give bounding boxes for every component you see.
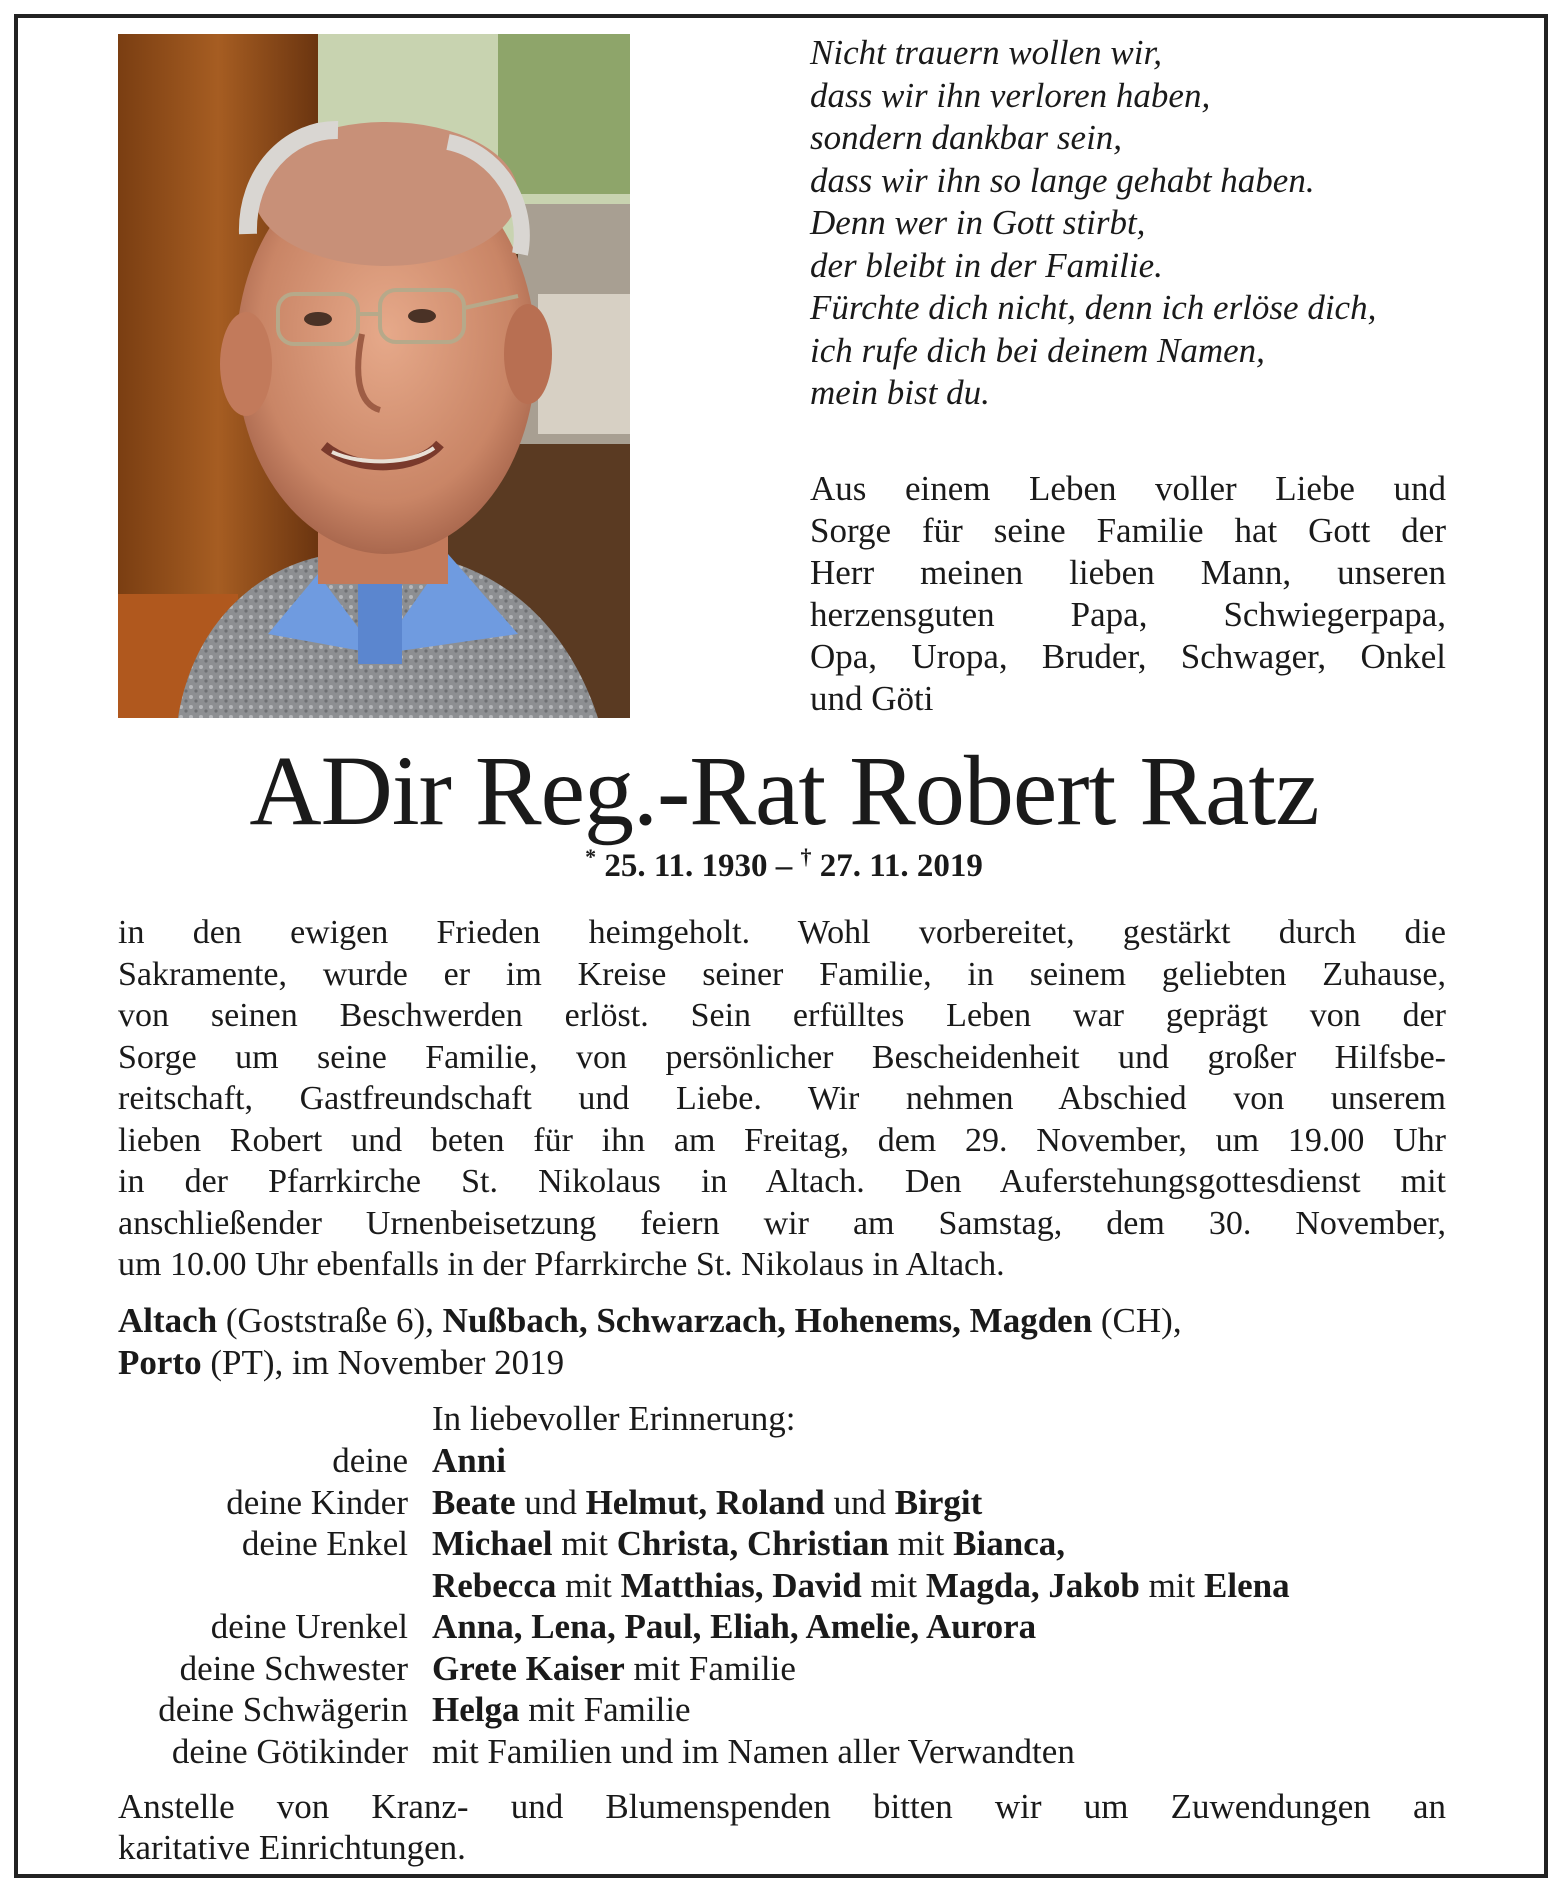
mourner-relation: deine Kinder <box>226 1482 408 1522</box>
mourner-name: Grete Kaiser <box>432 1648 625 1688</box>
body-line: von seinen Beschwerden erlöst. Sein erfülltes Leben war geprägt von der <box>118 997 1446 1034</box>
closing-note <box>118 1786 1446 1868</box>
poem-line: sondern dankbar sein, <box>810 118 1123 157</box>
mourner-row <box>100 1523 1480 1565</box>
intro-paragraph <box>810 468 1446 720</box>
mourner-names <box>432 1440 1480 1482</box>
mourner-relation: deine Urenkel <box>210 1607 408 1646</box>
mourner-connector: mit <box>556 1565 621 1605</box>
poem-line: Nicht trauern wollen wir, <box>810 33 1162 72</box>
mourner-row <box>100 1689 1480 1731</box>
intro-line: und Göti <box>810 679 934 718</box>
poem-line: ich rufe dich bei deinem Namen, <box>810 330 1265 370</box>
intro-line: Opa, Uropa, Bruder, Schwager, Onkel <box>810 637 1446 676</box>
death-symbol: † <box>800 844 812 869</box>
memorial-poem <box>810 32 1460 415</box>
body-line: um 10.00 Uhr ebenfalls in der Pfarrkirche St. Nikolaus in Altach. <box>118 1246 1005 1283</box>
mourner-connector: mit <box>888 1524 954 1563</box>
mourner-row <box>100 1440 1480 1482</box>
mourner-connector: mit Familien und im Namen aller Verwandten <box>432 1731 1075 1771</box>
mourner-names <box>432 1523 1480 1565</box>
mourner-relation: deine Schwägerin <box>158 1690 408 1729</box>
mourner-names <box>432 1606 1480 1648</box>
deceased-name: ADir Reg.-Rat Robert Ratz <box>249 735 1319 846</box>
mourner-names <box>432 1565 1480 1607</box>
mourner-relation: deine Schwester <box>179 1648 408 1688</box>
poem-line: der bleibt in der Familie. <box>810 245 1163 285</box>
mourner-name: Bianca, <box>953 1524 1065 1563</box>
body-line: in den ewigen Frieden heimgeholt. Wohl vorbereitet, gestärkt durch die <box>118 914 1446 951</box>
mourner-row <box>100 1565 1480 1607</box>
mourner-name: Anna, Lena, Paul, Eliah, Amelie, Aurora <box>432 1607 1037 1646</box>
mourner-name: Christa, Christian <box>616 1524 889 1563</box>
life-dates <box>0 846 1568 886</box>
mourner-name: Michael <box>432 1524 553 1563</box>
mourner-row <box>100 1731 1480 1773</box>
birth-symbol: * <box>585 844 597 869</box>
mourner-name: Matthias, David <box>620 1565 862 1605</box>
mourner-names <box>432 1482 1480 1524</box>
closing-line: karitative Einrichtungen. <box>118 1828 466 1867</box>
intro-line: Herr meinen lieben Mann, unseren <box>810 553 1446 592</box>
intro-line: Sorge für seine Familie hat Gott der <box>810 511 1446 550</box>
mourner-name: Anni <box>432 1441 506 1480</box>
places-and-date <box>118 1300 1446 1384</box>
place-porto: Porto <box>118 1343 202 1382</box>
place-altach-detail: (Goststraße 6), <box>217 1301 443 1340</box>
mourner-row <box>100 1606 1480 1648</box>
mourner-name: Birgit <box>894 1482 983 1522</box>
poem-line: Fürchte dich nicht, denn ich erlöse dich, <box>810 288 1377 327</box>
mourner-connector: mit <box>861 1565 926 1605</box>
mourner-name: Helga <box>432 1690 520 1729</box>
portrait-photo <box>118 34 630 718</box>
body-line: Sorge um seine Familie, von persönlicher Bescheidenheit und großer Hilfsbe- <box>118 1038 1446 1076</box>
mourners-list <box>100 1440 1480 1772</box>
place-country-ch: (CH), <box>1092 1301 1182 1340</box>
mourner-names <box>432 1689 1480 1731</box>
mourner-row <box>100 1648 1480 1690</box>
body-line: reitschaft, Gastfreundschaft und Liebe. Wir nehmen Abschied von unserem <box>118 1080 1446 1117</box>
place-altach: Altach <box>118 1301 218 1340</box>
body-line: lieben Robert und beten für ihn am Freitag, dem 29. November, um 19.00 Uhr <box>118 1121 1446 1159</box>
place-list: Nußbach, Schwarzach, Hohenems, Magden <box>442 1301 1093 1340</box>
mourner-relation: deine Götikinder <box>171 1731 408 1771</box>
mourner-connector: mit Familie <box>519 1690 691 1729</box>
mourner-relation: deine <box>332 1441 408 1480</box>
mourner-name: Rebecca <box>432 1565 557 1605</box>
place-porto-detail: (PT), im November 2019 <box>201 1343 565 1382</box>
mourner-connector: mit Familie <box>624 1648 796 1688</box>
mourner-connector: mit <box>552 1524 617 1563</box>
body-line: in der Pfarrkirche St. Nikolaus in Altach. Den Auferstehungsgottesdienst mit <box>118 1163 1446 1200</box>
body-line: Sakramente, wurde er im Kreise seiner Familie, in seinem geliebten Zuhause, <box>118 955 1446 993</box>
death-date: 27. 11. 2019 <box>819 848 983 884</box>
closing-line: Anstelle von Kranz- und Blumenspenden bitten wir um Zuwendungen an <box>118 1787 1446 1826</box>
mourner-connector: und <box>824 1482 895 1522</box>
mourner-connector: und <box>515 1482 586 1522</box>
body-line: anschließender Urnenbeisetzung feiern wir am Samstag, dem 30. November, <box>118 1204 1446 1242</box>
mourner-name: Helmut, Roland <box>585 1482 825 1522</box>
poem-line: dass wir ihn verloren haben, <box>810 75 1211 115</box>
mourner-name: Magda, Jakob <box>925 1565 1140 1605</box>
mourner-connector: mit <box>1139 1565 1205 1605</box>
mourner-name: Beate <box>432 1482 516 1522</box>
mourner-name: Elena <box>1204 1565 1290 1605</box>
mourner-relation: deine Enkel <box>241 1524 408 1563</box>
intro-line: herzensguten Papa, Schwiegerpapa, <box>810 595 1446 634</box>
poem-line: mein bist du. <box>810 373 990 412</box>
mourner-row <box>100 1482 1480 1524</box>
poem-line: Denn wer in Gott stirbt, <box>810 203 1146 242</box>
intro-line: Aus einem Leben voller Liebe und <box>810 469 1446 508</box>
obituary-body <box>118 912 1446 1286</box>
remembrance-heading: In liebevoller Erinnerung: <box>432 1399 796 1438</box>
poem-line: dass wir ihn so lange gehabt haben. <box>810 160 1315 200</box>
mourner-names <box>432 1731 1480 1773</box>
birth-date: 25. 11. 1930 <box>604 848 768 884</box>
mourner-relation <box>100 1565 432 1607</box>
date-separator: – <box>775 848 793 884</box>
mourner-names <box>432 1648 1480 1690</box>
